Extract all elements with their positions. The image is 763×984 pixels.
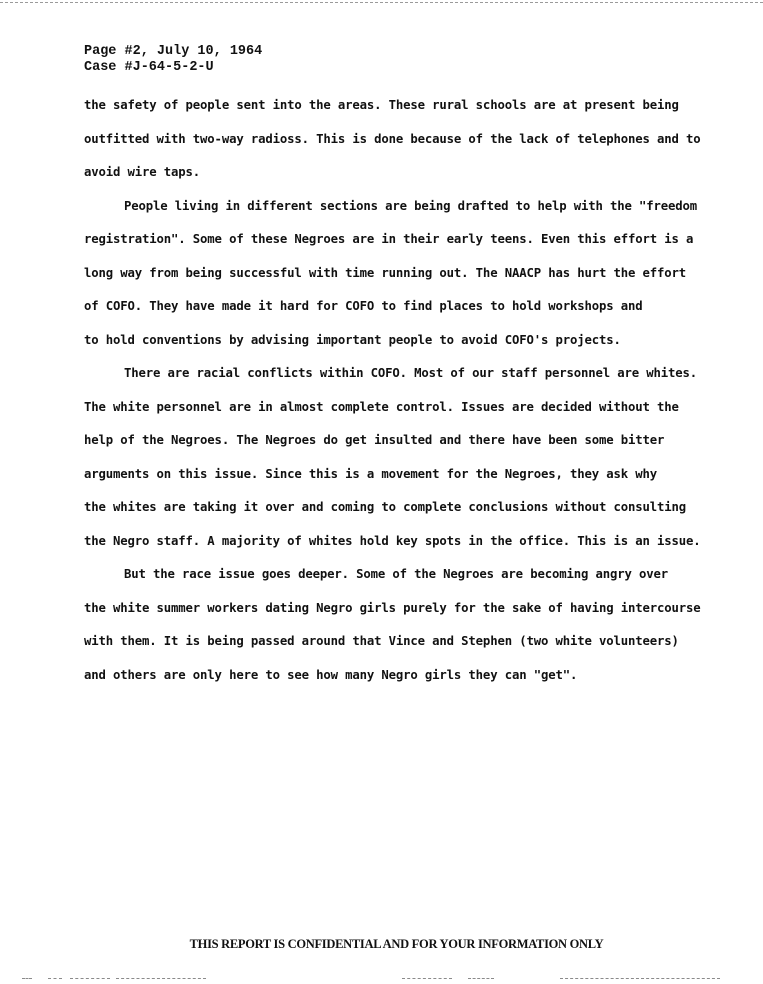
- body-line: But the race issue goes deeper. Some of the Negroes are becoming angry over: [124, 567, 669, 581]
- body-line: the safety of people sent into the areas. These rural schools are at present being: [84, 98, 679, 112]
- body-line: People living in different sections are being drafted to help with the "freedom: [124, 198, 698, 213]
- confidentiality-footer: [0, 937, 763, 952]
- body-line: the Negro staff. A majority of whites hold key spots in the office. This is an issue.: [84, 533, 701, 548]
- scan-mark: [402, 978, 452, 979]
- body-line: the white summer workers dating Negro girls purely for the sake of having intercourse: [84, 600, 701, 615]
- page-date-line: Page #2, July 10, 1964: [84, 44, 263, 59]
- body-line: There are racial conflicts within COFO. Most of our staff personnel are whites.: [124, 366, 698, 380]
- bottom-edge-marks: [0, 978, 763, 982]
- body-line: arguments on this issue. Since this is a movement for the Negroes, they ask why: [84, 466, 658, 481]
- body-line: and others are only here to see how many Negro girls they can "get".: [84, 667, 578, 682]
- body-line: avoid wire taps.: [84, 165, 201, 179]
- body-line: registration". Some of these Negroes are in their early teens. Even this effort is a: [84, 232, 694, 246]
- body-line: long way from being successful with time running out. The NAACP has hurt the effort: [84, 265, 687, 280]
- body-line: with them. It is being passed around that Vince and Stephen (two white volunteers): [84, 634, 679, 648]
- top-edge-border: [0, 2, 763, 3]
- case-number-line: Case #J-64-5-2-U: [84, 60, 214, 75]
- body-line: help of the Negroes. The Negroes do get insulted and there have been some bitter: [84, 433, 665, 447]
- body-line: The white personnel are in almost complete control. Issues are decided without the: [84, 399, 679, 414]
- body-line: to hold conventions by advising important people to avoid COFO's projects.: [84, 332, 621, 347]
- body-line: of COFO. They have made it hard for COFO to find places to hold workshops and: [84, 299, 643, 313]
- confidentiality-notice: THIS REPORT IS CONFIDENTIAL AND FOR YOUR INFORMATION ONLY: [189, 937, 604, 951]
- scan-mark: [22, 978, 32, 979]
- body-line: outfitted with two-way radioss. This is done because of the lack of telephones and to: [84, 131, 701, 146]
- scan-mark: [116, 978, 206, 979]
- scan-mark: [48, 978, 62, 979]
- report-body: [84, 94, 744, 697]
- scan-mark: [70, 978, 110, 979]
- scan-mark: [468, 978, 494, 979]
- body-line: the whites are taking it over and coming to complete conclusions without consulting: [84, 500, 687, 514]
- document-header: [84, 44, 262, 76]
- scan-mark: [560, 978, 720, 979]
